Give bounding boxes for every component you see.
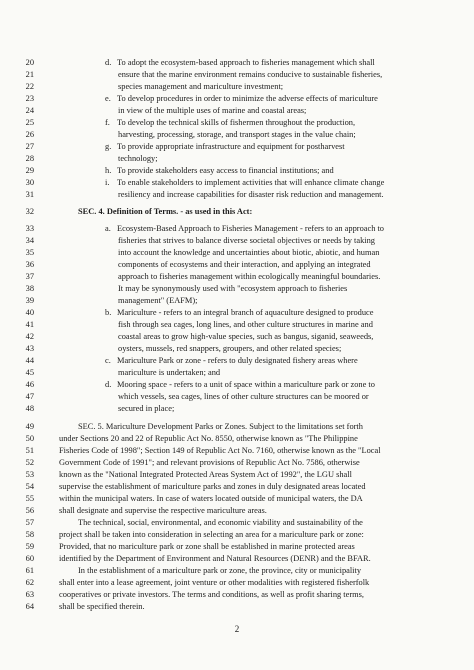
text-line <box>105 356 434 366</box>
line-text: To adopt the ecosystem-based approach to fisheries management which shall <box>117 58 375 67</box>
text-line: components of ecosystems and their interaction, and applying an integrated <box>118 260 371 269</box>
item-label: d. <box>105 380 112 389</box>
line-number: 59 <box>25 542 34 551</box>
item-label: h. <box>105 166 112 175</box>
item-label: e. <box>105 94 111 103</box>
item-label: g. <box>105 142 112 151</box>
line-text: Ecosystem-Based Approach to Fisheries Management - refers to an approach to <box>117 224 384 233</box>
section-heading: SEC. 4. Definition of Terms. - as used in this Act: <box>78 207 253 216</box>
text-line: supervise the establishment of mariculture parks and zones in duly designated areas located <box>59 482 366 491</box>
line-text: To provide stakeholders easy access to financial institutions; and <box>117 166 334 175</box>
item-label: b. <box>105 308 112 317</box>
line-number: 37 <box>25 272 34 281</box>
line-number: 52 <box>25 458 34 467</box>
text-line: shall enter into a lease agreement, joint venture or other modalities with registered fisherfolk <box>59 578 370 587</box>
text-line <box>105 118 434 128</box>
line-number: 44 <box>25 356 34 365</box>
text-line: The technical, social, environmental, and economic viability and sustainability of the <box>78 518 363 527</box>
text-line: shall be specified therein. <box>59 602 145 611</box>
text-line <box>105 224 434 234</box>
item-label: c. <box>105 356 111 365</box>
text-line: mariculture is undertaken; and <box>118 368 221 377</box>
text-line: fisheries that strives to balance diverse societal objectives or needs by taking <box>118 236 375 245</box>
line-number: 31 <box>25 190 34 199</box>
line-text: Mariculture - refers to an integral branch of aquaculture designed to produce <box>117 308 374 317</box>
item-label: f. <box>105 118 110 127</box>
line-text: Mooring space - refers to a unit of space within a mariculture park or zone to <box>117 380 375 389</box>
line-number: 25 <box>25 118 34 127</box>
line-number: 35 <box>25 248 34 257</box>
line-number: 21 <box>25 70 34 79</box>
line-number: 22 <box>25 82 34 91</box>
line-text: To enable stakeholders to implement activities that will enhance climate change <box>117 178 385 187</box>
line-number: 48 <box>25 404 34 413</box>
line-text: To provide appropriate infrastructure and equipment for postharvest <box>117 142 345 151</box>
line-number: 41 <box>25 320 34 329</box>
line-number: 50 <box>25 434 34 443</box>
section-heading: SEC. 5. Mariculture Development Parks or Zones. Subject to the limitations set forth <box>78 422 363 431</box>
text-line: within the municipal waters. In case of waters located outside of municipal waters, the DA <box>59 494 363 503</box>
line-number: 24 <box>25 106 34 115</box>
text-line: in view of the multiple uses of marine and coastal areas; <box>118 106 307 115</box>
line-text: To develop the technical skills of fishermen throughout the production, <box>117 118 356 127</box>
text-line: In the establishment of a mariculture park or zone, the province, city or municipality <box>78 566 362 575</box>
line-number: 47 <box>25 392 34 401</box>
text-line: identified by the Department of Environment and Natural Resources (DENR) and the BFAR. <box>59 554 371 563</box>
line-number: 51 <box>25 446 34 455</box>
line-number: 26 <box>25 130 34 139</box>
line-number: 56 <box>25 506 34 515</box>
line-number: 42 <box>25 332 34 341</box>
item-label: i. <box>105 178 110 187</box>
text-line: cooperatives or private investors. The terms and conditions, as well as profit sharing terms, <box>59 590 364 599</box>
line-number: 58 <box>25 530 34 539</box>
text-line <box>105 308 434 318</box>
line-number: 38 <box>25 284 34 293</box>
text-line: approach to fisheries management within ecologically meaningful boundaries. <box>118 272 381 281</box>
text-line: Government Code of 1991"; and relevant provisions of Republic Act No. 7586, otherwise <box>59 458 360 467</box>
line-number: 29 <box>25 166 34 175</box>
line-number: 43 <box>25 344 34 353</box>
line-number: 28 <box>25 154 34 163</box>
line-number: 49 <box>25 422 34 431</box>
line-text: Mariculture Park or zone - refers to duly designated fishery areas where <box>117 356 358 365</box>
text-line: oysters, mussels, red snappers, groupers, and other related species; <box>118 344 342 353</box>
line-number: 64 <box>25 602 34 611</box>
text-line: known as the "National Integrated Protected Areas System Act of 1992", the LGU shall <box>59 470 352 479</box>
text-line <box>105 380 434 390</box>
text-line <box>105 166 434 176</box>
line-number: 53 <box>25 470 34 479</box>
text-line: which vessels, sea cages, lines of other culture structures can be moored or <box>118 392 369 401</box>
line-number: 40 <box>25 308 34 317</box>
line-number: 46 <box>25 380 34 389</box>
text-line: secured in place; <box>118 404 175 413</box>
line-number: 23 <box>25 94 34 103</box>
line-number: 63 <box>25 590 34 599</box>
line-number: 54 <box>25 482 34 491</box>
line-number: 39 <box>25 296 34 305</box>
text-line: into account the knowledge and uncertainties about biotic, abiotic, and human <box>118 248 380 257</box>
line-number: 45 <box>25 368 34 377</box>
line-text: To develop procedures in order to minimize the adverse effects of mariculture <box>117 94 378 103</box>
text-line: resiliency and increase capabilities for disaster risk reduction and management. <box>118 190 384 199</box>
text-line: harvesting, processing, storage, and transport stages in the value chain; <box>118 130 356 139</box>
text-line: under Sections 20 and 22 of Republic Act No. 8550, otherwise known as "The Philippine <box>59 434 358 443</box>
text-line: management" (EAFM); <box>118 296 198 305</box>
line-number: 57 <box>25 518 34 527</box>
text-line: Fisheries Code of 1998"; Section 149 of Republic Act No. 7160, otherwise known as the "Local <box>59 446 381 455</box>
text-line <box>105 178 434 188</box>
line-number: 60 <box>25 554 34 563</box>
text-line: fish through sea cages, long lines, and other culture structures in marine and <box>118 320 373 329</box>
line-number: 62 <box>25 578 34 587</box>
text-line <box>105 142 434 152</box>
item-label: a. <box>105 224 111 233</box>
line-number: 30 <box>25 178 34 187</box>
line-number: 20 <box>25 58 34 67</box>
text-line: ensure that the marine environment remains conducive to sustainable fisheries, <box>118 70 383 79</box>
page-number: 2 <box>234 624 240 634</box>
text-line: shall designate and supervise the respective mariculture areas. <box>59 506 267 515</box>
line-number: 36 <box>25 260 34 269</box>
text-line: It may be synonymously used with "ecosystem approach to fisheries <box>118 284 348 293</box>
text-line: technology; <box>118 154 158 163</box>
line-number: 34 <box>25 236 34 245</box>
item-label: d. <box>105 58 112 67</box>
line-number: 27 <box>25 142 34 151</box>
text-line: coastal areas to grow high-value species, such as bangus, siganid, seaweeds, <box>118 332 374 341</box>
text-line <box>105 58 434 68</box>
text-line <box>105 94 434 104</box>
text-line: species management and mariculture investment; <box>118 82 284 91</box>
text-line: Provided, that no mariculture park or zone shall be established in marine protected areas <box>59 542 355 551</box>
line-number: 32 <box>25 207 34 216</box>
text-line: project shall be taken into consideration in selecting an area for a mariculture park or zone: <box>59 530 364 539</box>
line-number: 33 <box>25 224 34 233</box>
line-number: 61 <box>25 566 34 575</box>
line-number: 55 <box>25 494 34 503</box>
